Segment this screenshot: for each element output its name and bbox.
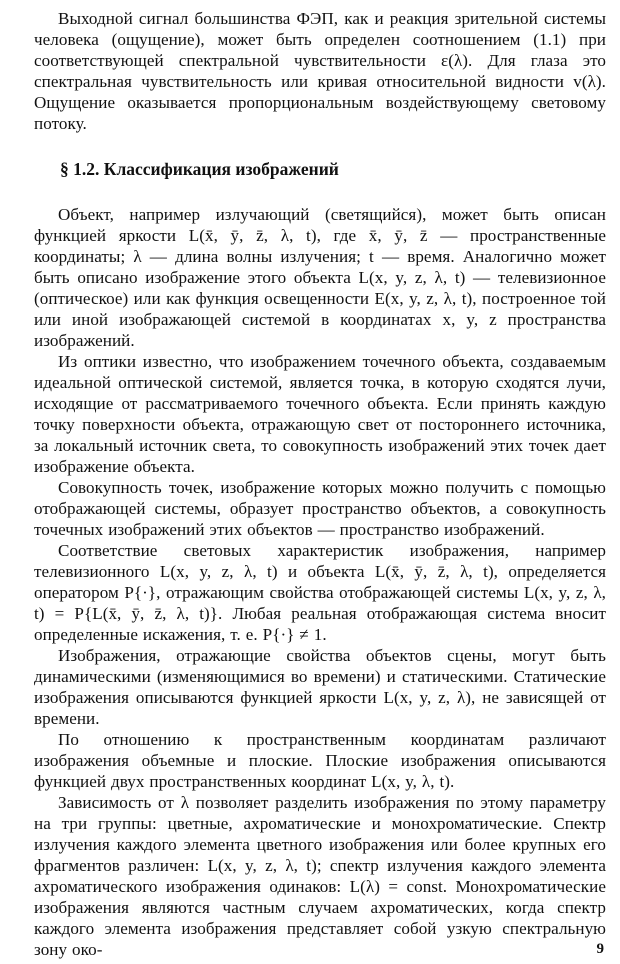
paragraph-object-space: Совокупность точек, изображение которых можно получить с помощью отображающей системы, образует пространство объектов, а совокупность точечных изображений этих объектов — пространство изображений.	[34, 478, 606, 539]
page-body	[34, 8, 606, 960]
paragraph-spectral-groups: Зависимость от λ позволяет разделить изображения по этому параметру на три группы: цветные, ахроматические и монохроматические. Спектр излучения каждого элемента цветного изображения или более крупных его фрагментов различен: L(x, y, z, λ, t); спектр излучения каждого элемента ахроматического изображения одинаков: L(λ) = const. Монохроматические изображения являются частным случаем ахроматических, когда спектр каждого элемента изображения представляет собой узкую спектральную зону око-	[34, 793, 606, 959]
section-heading: § 1.2. Классификация изображений	[60, 159, 339, 179]
paragraph-object-brightness: Объект, например излучающий (светящийся), может быть описан функцией яркости L(x̄, ȳ, z̄, λ, t), где x̄, ȳ, z̄ — пространственные координаты; λ — длина волны излучения; t — время. Аналогично может быть описано изображение этого объекта L(x, y, z, λ, t) — телевизионное (оптическое) или как функция освещенности E(x, y, z, λ, t), построенное той или иной изображающей системой в координатах x, y, z пространства изображений.	[34, 205, 606, 350]
paragraph-intro: Выходной сигнал большинства ФЭП, как и реакция зрительной системы человека (ощущение), может быть определен соотношением (1.1) при соответствующей спектральной чувствительности ε(λ). Для глаза это спектральная чувствительность или кривая относительной видности v(λ). Ощущение оказывается пропорциональным воздействующему световому потоку.	[34, 9, 606, 133]
page-number: 9	[596, 941, 604, 957]
paragraph-dynamic-static: Изображения, отражающие свойства объектов сцены, могут быть динамическими (изменяющимися во времени) и статическими. Статические изображения описываются функцией яркости L(x, y, z, λ), не зависящей от времени.	[34, 646, 606, 728]
paragraph-operator: Соответствие световых характеристик изображения, например телевизионного L(x, y, z, λ, t) и объекта L(x̄, ȳ, z̄, λ, t), определяется оператором P{·}, отражающим свойства отображающей системы L(x, y, z, λ, t) = P{L(x̄, ȳ, z̄, λ, t)}. Любая реальная отображающая система вносит определенные искажения, т. е. P{·} ≠ 1.	[34, 541, 606, 644]
paragraph-volume-flat: По отношению к пространственным координатам различают изображения объемные и плоские. Плоские изображения описываются функцией двух пространственных координат L(x, y, λ, t).	[34, 730, 606, 791]
paragraph-point-image: Из оптики известно, что изображением точечного объекта, создаваемым идеальной оптической системой, является точка, в которую сходятся лучи, исходящие от рассматриваемого точечного объекта. Если принять каждую точку поверхности объекта, отражающую свет от постороннего источника, за локальный источник света, то совокупность изображений этих точек дает изображение объекта.	[34, 352, 606, 476]
